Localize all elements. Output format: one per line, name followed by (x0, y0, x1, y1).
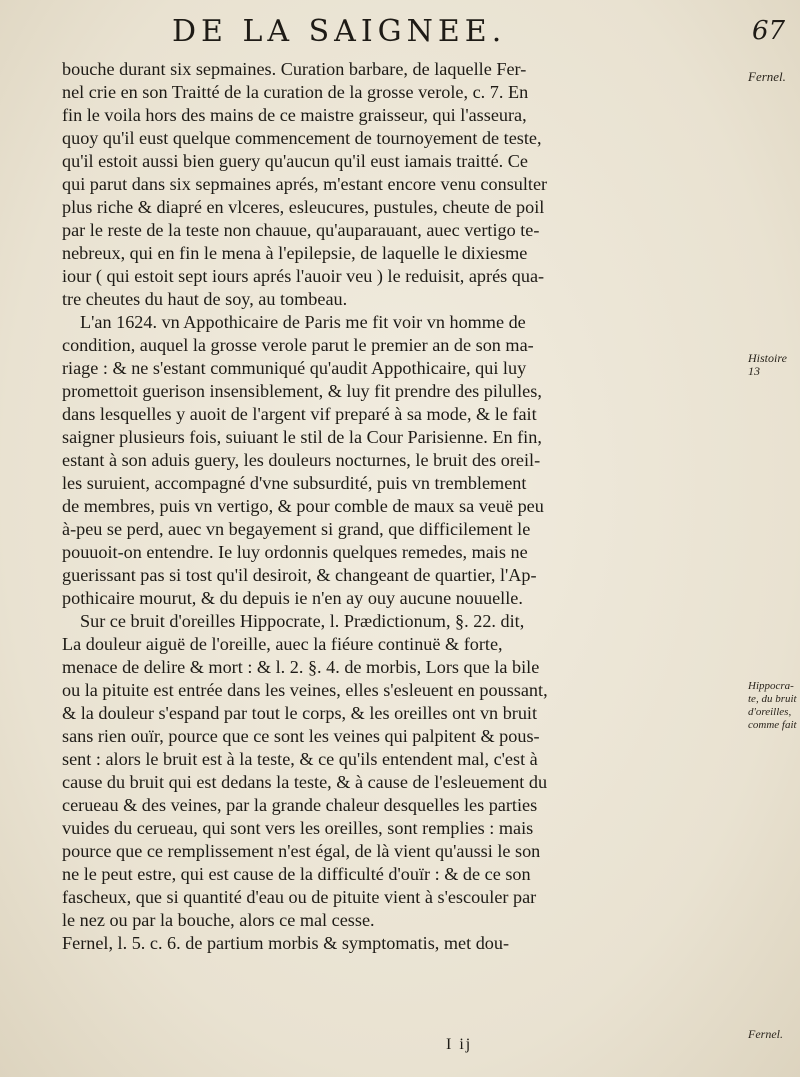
text-line: dans lesquelles y auoit de l'argent vif preparé à sa mode, & le fait (62, 404, 537, 424)
text-line: L'an 1624. vn Appothicaire de Paris me fit voir vn homme de (80, 312, 526, 332)
running-head: DE LA SAIGNEE. (172, 14, 507, 49)
text-line: tre cheutes du haut de soy, au tombeau. (62, 289, 348, 309)
text-line: nebreux, qui en fin le mena à l'epilepsie, de laquelle le dixiesme (62, 243, 528, 263)
text-line: pothicaire mourut, & du depuis ie n'en ay ouy aucune nouuelle. (62, 588, 523, 608)
text-line: Fernel, l. 5. c. 6. de partium morbis & symptomatis, met dou- (62, 933, 510, 953)
text-line: fascheux, que si quantité d'eau ou de pituite vient à s'escouler par (62, 887, 537, 907)
text-line: saigner plusieurs fois, suiuant le stil de la Cour Parisienne. En fin, (62, 427, 542, 447)
margin-note-hippocrate: Hippocra-te, du bruit d'oreilles, comme fait (748, 680, 797, 731)
text-line: plus riche & diapré en vlceres, esleucures, pustules, cheute de poil (62, 197, 545, 217)
text-line: à-peu se perd, auec vn begayement si grand, que difficilement le (62, 519, 531, 539)
text-line: estant à son aduis guery, les douleurs nocturnes, le bruit des oreil- (62, 450, 541, 470)
text-line: bouche durant six sepmaines. Curation barbare, de laquelle Fer- (62, 59, 527, 79)
margin-note-histoire: Histoire 13 (748, 351, 787, 378)
signature-mark: I ij (446, 1036, 473, 1053)
text-line: cause du bruit qui est dedans la teste, & à cause de l'esleuement du (62, 772, 548, 792)
page-header (0, 14, 800, 54)
text-line: sent : alors le bruit est à la teste, & ce qu'ils entendent mal, c'est à (62, 749, 538, 769)
text-line: riage : & ne s'estant communiqué qu'audit Appothicaire, qui luy (62, 358, 527, 378)
text-line: par le reste de la teste non chauue, qu'auparauant, auec vertigo te- (62, 220, 540, 240)
text-line: promettoit guerison insensiblement, & luy fit prendre des pilulles, (62, 381, 542, 401)
margin-note-fernel: Fernel. (748, 69, 786, 84)
text-line: fin le voila hors des mains de ce maistre graisseur, qui l'asseura, (62, 105, 527, 125)
text-line: de membres, puis vn vertigo, & pour comble de maux sa veuë peu (62, 496, 544, 516)
margin-note-fernel-bottom: Fernel. (748, 1027, 783, 1041)
text-line: menace de delire & mort : & l. 2. §. 4. de morbis, Lors que la bile (62, 657, 540, 677)
text-line: quoy qu'il eust quelque commencement de tournoyement de teste, (62, 128, 542, 148)
text-line: qu'il estoit aussi bien guery qu'aucun qu'il eust iamais traitté. Ce (62, 151, 528, 171)
text-line: nel crie en son Traitté de la curation de la grosse verole, c. 7. En (62, 82, 529, 102)
text-line: & la douleur s'espand par tout le corps, & les oreilles ont vn bruit (62, 703, 538, 723)
text-line: condition, auquel la grosse verole parut le premier an de son ma- (62, 335, 534, 355)
text-line: sans rien ouïr, pource que ce sont les veines qui palpitent & pous- (62, 726, 540, 746)
text-line: le nez ou par la bouche, alors ce mal cesse. (62, 910, 375, 930)
text-line: La douleur aiguë de l'oreille, auec la fiéure continuë & forte, (62, 634, 503, 654)
text-line: pouuoit-on entendre. Ie luy ordonnis quelques remedes, mais ne (62, 542, 528, 562)
text-line: vuides du cerueau, qui sont vers les oreilles, sont remplies : mais (62, 818, 534, 838)
text-line: qui parut dans six sepmaines aprés, m'estant encore venu consulter (62, 174, 548, 194)
text-line: cerueau & des veines, par la grande chaleur desquelles les parties (62, 795, 538, 815)
text-line: les suruient, accompagné d'vne subsurdité, puis vn tremblement (62, 473, 527, 493)
text-line: ne le peut estre, qui est cause de la difficulté d'ouïr : & de ce son (62, 864, 531, 884)
text-line: guerissant pas si tost qu'il desiroit, & changeant de quartier, l'Ap- (62, 565, 537, 585)
text-line: Sur ce bruit d'oreilles Hippocrate, l. Prædictionum, §. 22. dit, (80, 611, 525, 631)
text-line: iour ( qui estoit sept iours aprés l'auoir veu ) le reduisit, aprés qua- (62, 266, 545, 286)
text-line: ou la pituite est entrée dans les veines, elles s'esleuent en poussant, (62, 680, 548, 700)
page-number: 67 (752, 16, 786, 46)
body-text (62, 58, 742, 955)
text-line: pource que ce remplissement n'est égal, de là vient qu'aussi le son (62, 841, 541, 861)
